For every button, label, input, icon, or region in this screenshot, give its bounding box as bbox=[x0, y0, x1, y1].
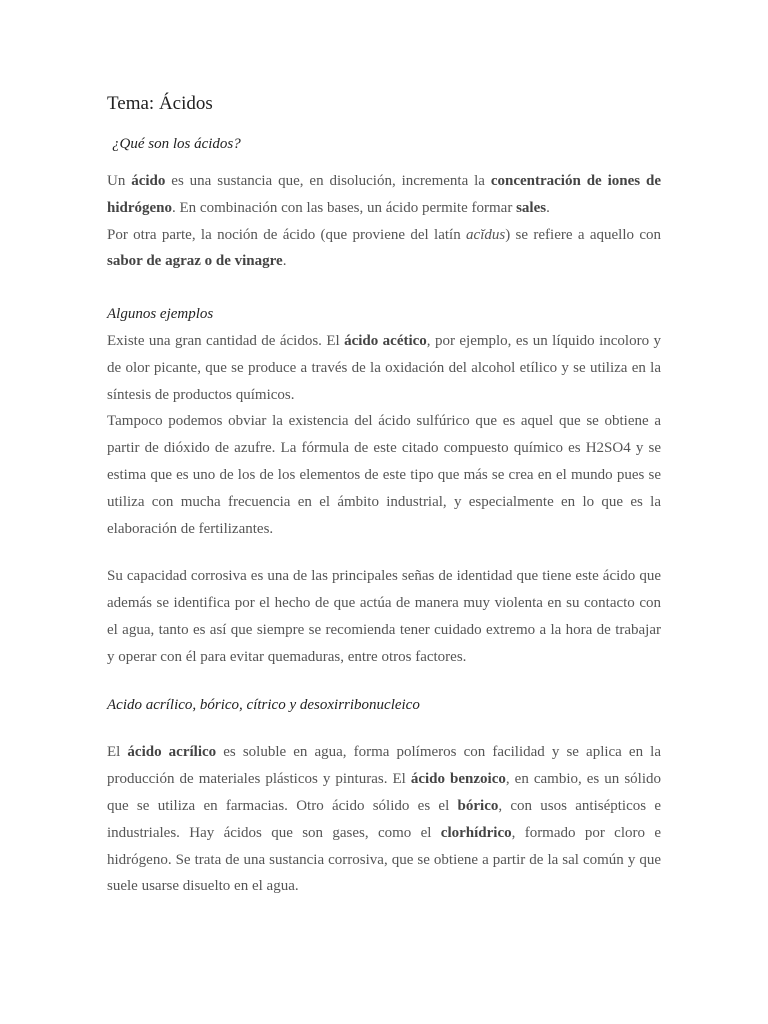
intro-paragraph-2 bbox=[107, 222, 661, 276]
bold-term: bórico bbox=[457, 797, 499, 814]
text-span: Por otra parte, la noción de ácido (que proviene del latín bbox=[107, 226, 467, 243]
text-span: . En combinación con las bases, un ácido permite formar bbox=[172, 199, 517, 216]
bold-term: ácido bbox=[131, 173, 166, 189]
text-span: es una sustancia que, en disolución, incrementa la bbox=[165, 173, 491, 189]
intro-paragraph-1 bbox=[107, 168, 661, 222]
bold-term: clorhídrico bbox=[440, 824, 512, 841]
ejemplos-paragraph-1 bbox=[107, 328, 661, 408]
text-span: , en cambio, es un sólido que se utiliza en farmacias. Otro ácido sólido es el bbox=[107, 771, 661, 814]
text-span: , por ejemplo, es un líquido incoloro y de olor picante, que se produce a través de la oxidación del alcohol etílico y se utiliza en la síntesis de productos químicos. bbox=[107, 332, 661, 403]
document-page bbox=[107, 90, 661, 900]
text-span: Existe una gran cantidad de ácidos. El bbox=[107, 332, 345, 349]
document-title: Tema: Ácidos bbox=[107, 93, 213, 114]
text-span: Un bbox=[107, 173, 132, 189]
text-span: El bbox=[107, 744, 128, 761]
bold-term: concentración de iones de hidrógeno bbox=[107, 173, 662, 216]
bold-term: sabor de agraz o de vinagre bbox=[107, 253, 283, 270]
bold-term: ácido acético bbox=[344, 332, 427, 349]
bold-term: ácido benzoico bbox=[410, 771, 506, 788]
text-span: , formado por cloro e hidrógeno. Se trata de una sustancia corrosiva, que se obtiene a partir de la sal común y que suele usarse disuelto en el agua. bbox=[107, 824, 661, 895]
text-span: ) se refiere a aquello con bbox=[505, 226, 661, 243]
ejemplos-paragraph-3: Su capacidad corrosiva es una de las principales señas de identidad que tiene este ácido que además se identifica por el hecho de que actúa de manera muy violenta en su contacto con el agua, tanto es así que siempre se recomienda tener cuidado extremo a la hora de trabajar y operar con él para evitar quemaduras, entre otros factores. bbox=[107, 568, 661, 665]
section-heading-ejemplos: Algunos ejemplos bbox=[107, 306, 214, 323]
italic-term: acĭdus bbox=[466, 226, 506, 243]
text-span: es soluble en agua, forma polímeros con facilidad y se aplica en la producción de materiales plásticos y pinturas. El bbox=[107, 744, 661, 788]
section-question: ¿Qué son los ácidos? bbox=[112, 136, 241, 152]
text-span: . bbox=[546, 199, 550, 216]
bold-term: sales bbox=[516, 199, 547, 216]
text-span: , con usos antisépticos e industriales. Hay ácidos que son gases, como el bbox=[107, 797, 662, 841]
ejemplos-paragraph-2: Tampoco podemos obviar la existencia del ácido sulfúrico que es aquel que se obtiene a partir de dióxido de azufre. La fórmula de este citado compuesto químico es H2SO4 y se estima que es uno de los de los elementos de este tipo que más se crea en el mundo pues se utiliza con mucha frecuencia en el ámbito industrial, y especialmente en lo que es la elaboración de fertilizantes. bbox=[107, 413, 661, 537]
acrilico-paragraph bbox=[107, 739, 661, 900]
section-heading-acrilico: Acido acrílico, bórico, cítrico y desoxirribonucleico bbox=[107, 696, 420, 713]
text-span: . bbox=[282, 253, 287, 270]
bold-term: ácido acrílico bbox=[127, 744, 217, 761]
